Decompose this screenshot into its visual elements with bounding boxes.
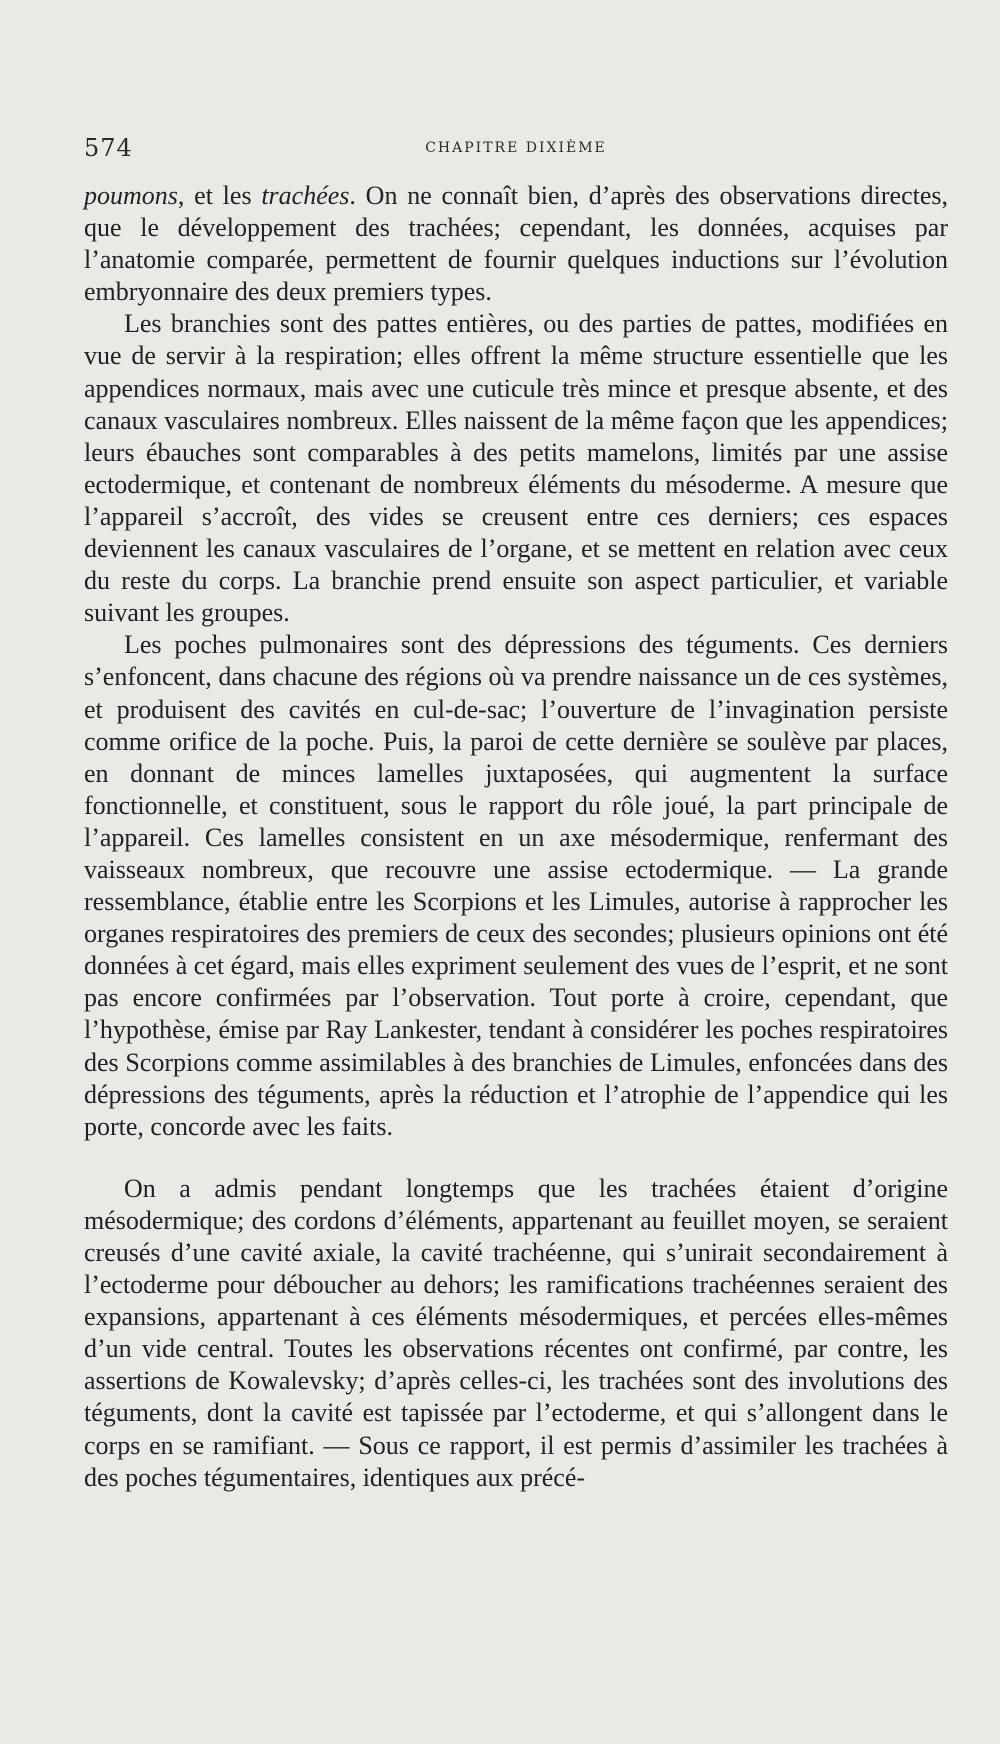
paragraph-continuation xyxy=(84,180,948,308)
body-text xyxy=(84,180,948,1494)
page-number: 574 xyxy=(84,134,133,162)
italic-term: poumons xyxy=(84,181,178,210)
italic-term: trachées xyxy=(261,181,350,210)
paragraph-branchies: Les branchies sont des pattes entières, ou des parties de pattes, modifiées en vue de servir à la respiration; elles offrent la même structure essentielle que les appendices normaux, mais avec une cuticule très mince et presque absente, et des canaux vasculaires nombreux. Elles naissent de la même façon que les appendices; leurs ébauches sont comparables à des petits mamelons, limités par une assise ectodermique, et contenant de nombreux éléments du mésoderme. A mesure que l’appareil s’accroît, des vides se creusent entre ces derniers; ces espaces deviennent les canaux vasculaires de l’organe, et se mettent en relation avec ceux du reste du corps. La branchie prend ensuite son aspect particulier, et variable suivant les groupes. xyxy=(84,309,948,628)
page-header xyxy=(84,134,948,168)
text-run: , et les xyxy=(177,181,262,210)
text-run: . On ne connaît bien, d’après des observations directes, que le développement des trachées; cependant, les données, acquises par l’anatomie comparée, permettent de fournir quelques inductions sur l’évolution embryonnaire des deux premiers types. xyxy=(84,181,949,307)
paragraph-trachees: On a admis pendant longtemps que les trachées étaient d’origine mésodermique; des cordons d’éléments, appartenant au feuillet moyen, se seraient creusés d’une cavité axiale, la cavité trachéenne, qui s’unirait secondairement à l’ectoderme pour déboucher au dehors; les ramifications trachéennes seraient des expansions, appartenant à ces éléments mésodermiques, et percées elles-mêmes d’un vide central. Toutes les observations récentes ont confirmé, par contre, les assertions de Kowalevsky; d’après celles-ci, les trachées sont des involutions des téguments, dont la cavité est tapissée par l’ectoderme, et qui s’allongent dans le corps en se ramifiant. — Sous ce rapport, il est permis d’assimiler les trachées à des poches tégumentaires, identiques aux précé- xyxy=(84,1173,948,1492)
paragraph-poches-pulmonaires: Les poches pulmonaires sont des dépressions des téguments. Ces derniers s’enfoncent, dans chacune des régions où va prendre naissance un de ces systèmes, et produisent des cavités en cul-de-sac; l’ouverture de l’invagination persiste comme orifice de la poche. Puis, la paroi de cette dernière se soulève par places, en donnant de minces lamelles juxtaposées, qui augmentent la surface fonctionnelle, et constituent, sous le rapport du rôle joué, la part principale de l’appareil. Ces lamelles consistent en un axe mésodermique, renfermant des vaisseaux nombreux, que recouvre une assise ectodermique. — La grande ressemblance, établie entre les Scorpions et les Limules, autorise à rapprocher les organes respiratoires des premiers de ceux des secondes; plusieurs opinions ont été données à cet égard, mais elles expriment seulement des vues de l’esprit, et ne sont pas encore confirmées par l’observation. Tout porte à croire, cependant, que l’hypothèse, émise par Ray Lankester, tendant à considérer les poches respiratoires des Scorpions comme assimilables à des branchies de Limules, enfoncées dans des dépressions des téguments, après la réduction et l’atrophie de l’appendice qui les porte, concorde avec les faits. xyxy=(84,630,948,1141)
running-head: CHAPITRE DIXIÈME xyxy=(425,140,607,156)
